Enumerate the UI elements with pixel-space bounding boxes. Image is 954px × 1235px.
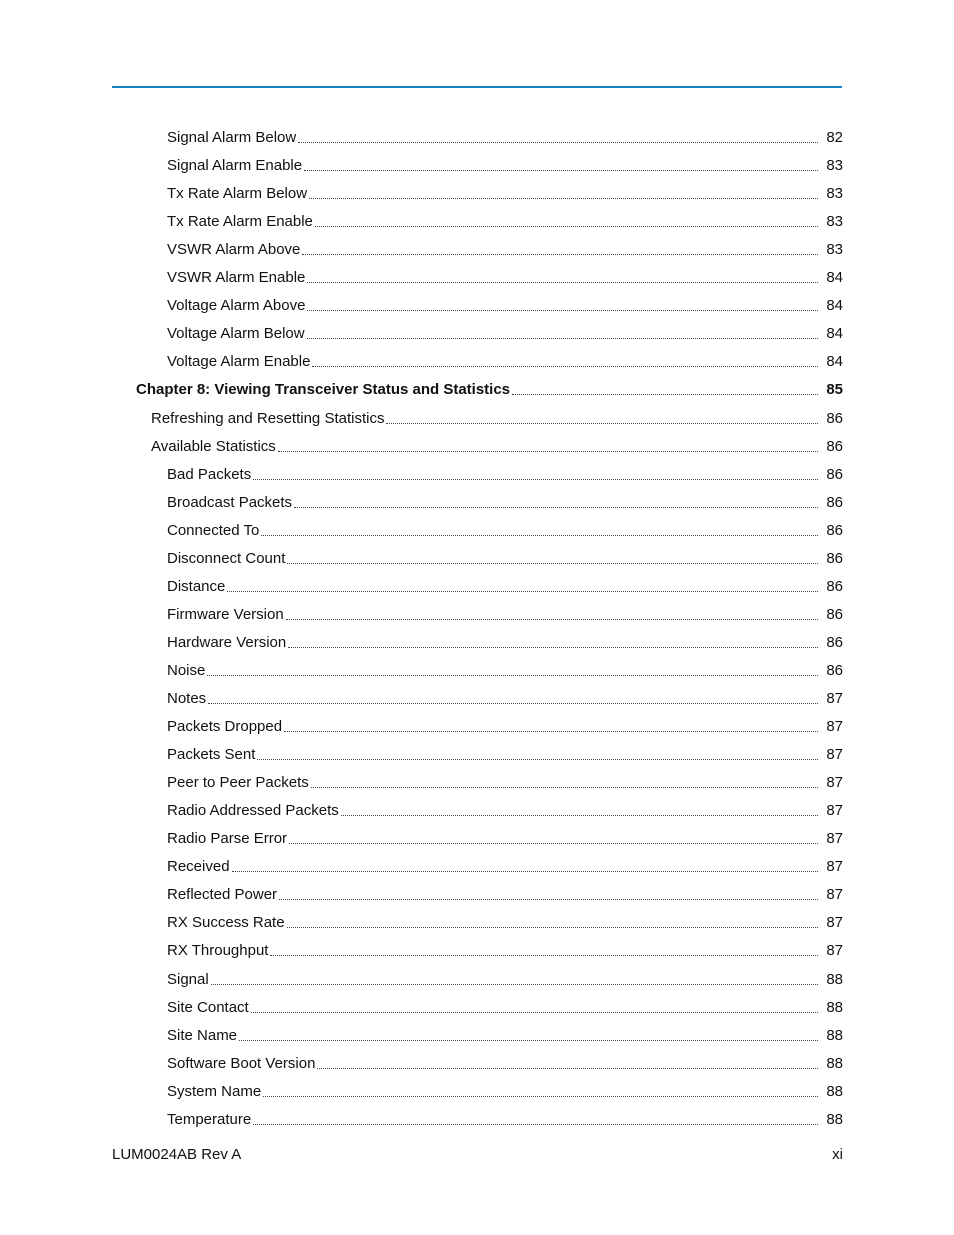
toc-dot-leader: [288, 647, 818, 648]
toc-entry-title: Radio Addressed Packets: [167, 802, 339, 820]
toc-entry-page: 87: [826, 942, 843, 960]
toc-entry-title: Voltage Alarm Below: [167, 325, 305, 343]
toc-dot-leader: [294, 507, 818, 508]
toc-entry[interactable]: [167, 961, 843, 989]
toc-dot-leader: [304, 170, 818, 171]
toc-entry-page: 87: [826, 802, 843, 820]
toc-entry-page: 83: [826, 157, 843, 175]
toc-entry-title: RX Throughput: [167, 942, 269, 960]
toc-entry-title: VSWR Alarm Above: [167, 241, 301, 259]
toc-entry-page: 88: [826, 1110, 843, 1128]
toc-entry-page: 87: [826, 746, 843, 764]
toc-entry-title: Peer to Peer Packets: [167, 774, 309, 792]
toc-entry-title: Hardware Version: [167, 633, 287, 651]
toc-entry-title: System Name: [167, 1082, 262, 1100]
toc-entry[interactable]: [167, 231, 843, 259]
toc-entry-page: 85: [826, 381, 843, 399]
toc-dot-leader: [512, 394, 818, 395]
toc-entry-page: 86: [826, 605, 843, 623]
toc-entry-title: Tx Rate Alarm Enable: [167, 213, 313, 231]
toc-entry-title: Signal Alarm Enable: [167, 157, 303, 175]
toc-entry-page: 86: [826, 633, 843, 651]
toc-entry[interactable]: [167, 1073, 843, 1101]
toc-entry-title: Broadcast Packets: [167, 493, 293, 511]
toc-chapter-entry[interactable]: [136, 371, 843, 399]
toc-entry[interactable]: [167, 792, 843, 820]
toc-entry[interactable]: [167, 820, 843, 848]
toc-entry-page: 87: [826, 858, 843, 876]
toc-dot-leader: [253, 1124, 818, 1125]
toc-entry[interactable]: [167, 680, 843, 708]
toc-dot-leader: [317, 1068, 818, 1069]
toc-entry-page: 86: [826, 493, 843, 511]
toc-dot-leader: [232, 871, 818, 872]
toc-dot-leader: [284, 731, 818, 732]
toc-entry[interactable]: [167, 652, 843, 680]
toc-entry[interactable]: [167, 1101, 843, 1129]
toc-entry-title: Chapter 8: Viewing Transceiver Status and Statistics: [136, 381, 511, 399]
toc-entry[interactable]: [167, 624, 843, 652]
toc-entry-page: 88: [826, 970, 843, 988]
toc-entry[interactable]: [167, 512, 843, 540]
toc-entry[interactable]: [167, 456, 843, 484]
toc-entry[interactable]: [167, 904, 843, 932]
toc-entry-title: Site Contact: [167, 998, 249, 1016]
toc-entry-title: Temperature: [167, 1110, 252, 1128]
toc-entry-title: Refreshing and Resetting Statistics: [151, 409, 385, 427]
toc-entry-page: 83: [826, 241, 843, 259]
toc-entry[interactable]: [167, 568, 843, 596]
toc-entry-title: Voltage Alarm Enable: [167, 353, 311, 371]
toc-entry-page: 87: [826, 886, 843, 904]
toc-entry[interactable]: [167, 203, 843, 231]
toc-entry[interactable]: [167, 315, 843, 343]
toc-entry-page: 86: [826, 521, 843, 539]
toc-dot-leader: [307, 310, 818, 311]
toc-entry-page: 87: [826, 690, 843, 707]
toc-entry-page: 83: [826, 213, 843, 231]
toc-entry-title: Tx Rate Alarm Below: [167, 185, 308, 203]
toc-dot-leader: [278, 451, 818, 452]
toc-entry-page: 86: [826, 409, 843, 427]
toc-dot-leader: [270, 955, 818, 956]
toc-dot-leader: [287, 927, 818, 928]
toc-entry-page: 87: [826, 774, 843, 792]
toc-dot-leader: [263, 1096, 818, 1097]
toc-dot-leader: [287, 563, 818, 564]
toc-entry[interactable]: [167, 708, 843, 736]
toc-entry[interactable]: [167, 596, 843, 624]
toc-entry[interactable]: [167, 287, 843, 315]
toc-entry[interactable]: [167, 540, 843, 568]
toc-entry-page: 86: [826, 465, 843, 483]
toc-entry-title: Received: [167, 858, 230, 876]
toc-dot-leader: [386, 423, 818, 424]
toc-dot-leader: [211, 984, 818, 985]
toc-dot-leader: [257, 759, 818, 760]
toc-entry-title: RX Success Rate: [167, 914, 285, 932]
header-rule: [112, 86, 842, 88]
toc-dot-leader: [289, 843, 818, 844]
toc-dot-leader: [279, 899, 818, 900]
toc-entry-title: Signal Alarm Below: [167, 129, 297, 146]
toc-entry-title: Firmware Version: [167, 605, 284, 623]
toc-entry-title: Notes: [167, 690, 207, 707]
toc-dot-leader: [302, 254, 818, 255]
toc-entry[interactable]: [167, 343, 843, 371]
toc-entry-title: Packets Sent: [167, 746, 256, 764]
toc-dot-leader: [298, 142, 818, 143]
toc-entry-title: Voltage Alarm Above: [167, 297, 306, 315]
toc-entry[interactable]: [151, 400, 843, 428]
toc-entry-title: Bad Packets: [167, 465, 252, 483]
toc-entry-title: Software Boot Version: [167, 1054, 316, 1072]
toc-entry[interactable]: [151, 428, 843, 456]
toc-entry-page: 88: [826, 1054, 843, 1072]
toc-entry-page: 87: [826, 830, 843, 848]
footer-page-number: xi: [832, 1146, 843, 1163]
toc-dot-leader: [251, 1012, 818, 1013]
toc-entry[interactable]: [167, 876, 843, 904]
toc-dot-leader: [207, 675, 818, 676]
toc-dot-leader: [311, 787, 818, 788]
toc-entry[interactable]: [167, 147, 843, 175]
toc-entry[interactable]: [167, 764, 843, 792]
toc-entry[interactable]: [167, 989, 843, 1017]
toc-entry-title: Reflected Power: [167, 886, 278, 904]
toc-entry-page: 83: [826, 185, 843, 203]
toc-entry[interactable]: [167, 932, 843, 960]
toc-dot-leader: [227, 591, 818, 592]
toc-dot-leader: [315, 226, 818, 227]
toc-entry-page: 84: [826, 269, 843, 287]
toc-entry[interactable]: [167, 1017, 843, 1045]
toc-entry[interactable]: [167, 848, 843, 876]
toc-dot-leader: [312, 366, 818, 367]
toc-entry-page: 88: [826, 1082, 843, 1100]
toc-entry-page: 84: [826, 353, 843, 371]
toc-entry-title: Packets Dropped: [167, 718, 283, 736]
toc-entry-title: Available Statistics: [151, 437, 276, 455]
toc-entry-title: Radio Parse Error: [167, 830, 288, 848]
toc-entry[interactable]: [167, 1045, 843, 1073]
toc-dot-leader: [261, 535, 818, 536]
toc-entry-page: 87: [826, 718, 843, 736]
toc-entry[interactable]: [167, 484, 843, 512]
toc-entry-title: Signal: [167, 970, 209, 988]
toc-entry-title: Site Name: [167, 1026, 238, 1044]
toc-entry-page: 86: [826, 661, 843, 679]
toc-dot-leader: [341, 815, 818, 816]
toc-entry[interactable]: [167, 259, 843, 287]
toc-entry-title: Distance: [167, 577, 226, 595]
toc-entry-page: 87: [826, 914, 843, 932]
toc-dot-leader: [253, 479, 818, 480]
toc-dot-leader: [208, 703, 818, 704]
toc-entry-page: 88: [826, 998, 843, 1016]
toc-entry-page: 82: [826, 129, 843, 146]
toc-entry-title: Noise: [167, 661, 206, 679]
toc-dot-leader: [286, 619, 818, 620]
toc-entry[interactable]: [167, 119, 843, 147]
toc-entry-page: 84: [826, 325, 843, 343]
toc-dot-leader: [307, 282, 818, 283]
toc-entry-page: 86: [826, 577, 843, 595]
toc-entry[interactable]: [167, 175, 843, 203]
toc-dot-leader: [309, 198, 818, 199]
toc-entry-page: 88: [826, 1026, 843, 1044]
toc-dot-leader: [239, 1040, 818, 1041]
toc-entry[interactable]: [167, 736, 843, 764]
toc-entry-page: 86: [826, 549, 843, 567]
toc-dot-leader: [307, 338, 818, 339]
footer-document-id: LUM0024AB Rev A: [112, 1146, 242, 1163]
toc-entry-page: 86: [826, 437, 843, 455]
toc-entry-page: 84: [826, 297, 843, 315]
toc-entry-title: VSWR Alarm Enable: [167, 269, 306, 287]
toc-entry-title: Connected To: [167, 521, 260, 539]
toc-entry-title: Disconnect Count: [167, 549, 286, 567]
